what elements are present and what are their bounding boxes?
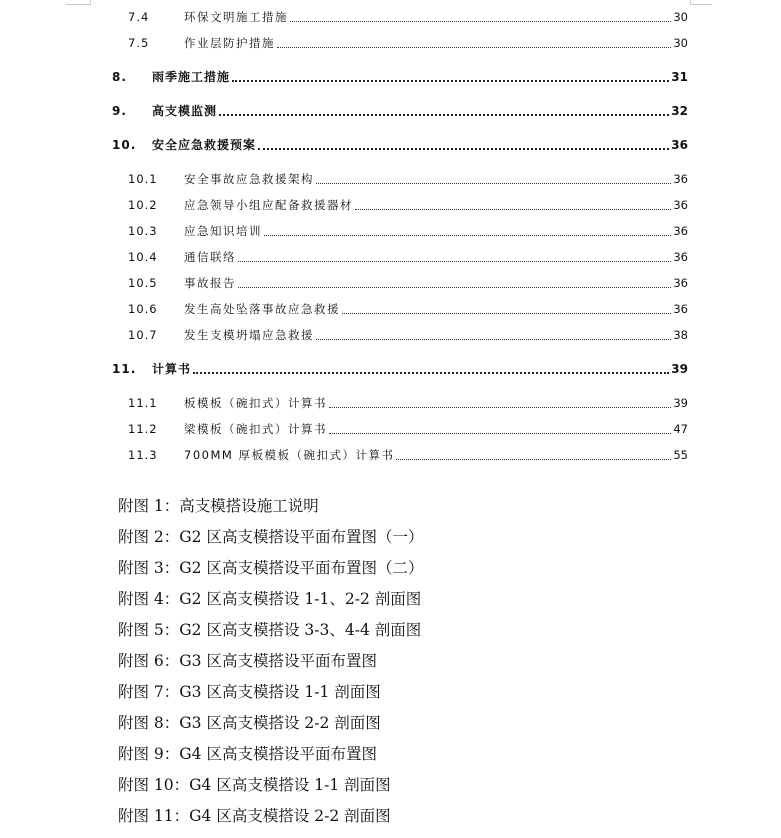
- toc-entry-page: 36: [673, 224, 688, 238]
- toc-entry-page: 47: [673, 422, 688, 436]
- toc-entry-title: 板模板（碗扣式）计算书: [184, 396, 327, 410]
- appendix-item: 附图 11：G4 区高支模搭设 2-2 剖面图: [118, 807, 391, 825]
- toc-dot-leader: [290, 21, 671, 22]
- toc-dot-leader: [355, 209, 671, 210]
- toc-entry-title: 作业层防护措施: [184, 36, 275, 50]
- toc-entry-page: 55: [673, 448, 688, 462]
- toc-dot-leader: [264, 235, 671, 236]
- toc-entry-title: 安全事故应急救援架构: [184, 172, 314, 186]
- appendix-item: 附图 9：G4 区高支模搭设平面布置图: [118, 745, 377, 763]
- toc-entry-number: 11.3: [128, 448, 158, 462]
- appendix-item: 附图 1：高支模搭设施工说明: [118, 497, 319, 515]
- toc-entry-number: 10.2: [128, 198, 158, 212]
- appendix-item: 附图 2：G2 区高支模搭设平面布置图（一）: [118, 528, 424, 546]
- crop-mark-top-right-vertical: [690, 0, 691, 5]
- toc-entry-page: 31: [671, 70, 688, 84]
- appendix-item: 附图 8：G3 区高支模搭设 2-2 剖面图: [118, 714, 381, 732]
- toc-entry[interactable]: [112, 132, 688, 152]
- toc-entry-title: 事故报告: [184, 276, 236, 290]
- toc-entry[interactable]: [128, 192, 688, 212]
- toc-entry[interactable]: [128, 390, 688, 410]
- toc-entry-title: 应急知识培训: [184, 224, 262, 238]
- toc-entry-number: 10.7: [128, 328, 158, 342]
- toc-entry-title: 雨季施工措施: [152, 70, 231, 84]
- toc-entry-title: 通信联络: [184, 250, 236, 264]
- toc-entry-number: 11.: [112, 362, 137, 376]
- toc-entry-number: 9.: [112, 104, 127, 118]
- toc-entry-number: 10.: [112, 138, 137, 152]
- toc-entry-title: 发生高处坠落事故应急救援: [184, 302, 340, 316]
- toc-entry-number: 8.: [112, 70, 127, 84]
- toc-entry-title: 梁模板（碗扣式）计算书: [184, 422, 327, 436]
- toc-entry-number: 10.6: [128, 302, 158, 316]
- toc-entry-title: 高支模监测: [152, 104, 218, 118]
- toc-entry-page: 36: [671, 138, 688, 152]
- toc-dot-leader: [277, 47, 671, 48]
- toc-entry-number: 10.5: [128, 276, 158, 290]
- toc-entry[interactable]: [128, 270, 688, 290]
- toc-entry-number: 11.2: [128, 422, 158, 436]
- toc-entry[interactable]: [128, 4, 688, 24]
- toc-entry-page: 36: [673, 172, 688, 186]
- toc-entry-title: 环保文明施工措施: [184, 10, 288, 24]
- toc-dot-leader: [329, 433, 671, 434]
- toc-entry[interactable]: [112, 356, 688, 376]
- toc-entry-page: 39: [671, 362, 688, 376]
- appendix-item: 附图 7：G3 区高支模搭设 1-1 剖面图: [118, 683, 381, 701]
- toc-entry-page: 36: [673, 198, 688, 212]
- toc-dot-leader: [232, 80, 669, 82]
- toc-entry[interactable]: [128, 416, 688, 436]
- toc-entry-title: 安全应急救援预案: [152, 138, 257, 152]
- toc-entry[interactable]: [128, 244, 688, 264]
- appendix-item: 附图 6：G3 区高支模搭设平面布置图: [118, 652, 377, 670]
- appendix-item: 附图 5：G2 区高支模搭设 3-3、4-4 剖面图: [118, 621, 422, 639]
- toc-dot-leader: [238, 261, 671, 262]
- appendix-item: 附图 4：G2 区高支模搭设 1-1、2-2 剖面图: [118, 590, 422, 608]
- toc-entry-title: 计算书: [152, 362, 192, 376]
- toc-dot-leader: [316, 183, 671, 184]
- toc-entry[interactable]: [128, 296, 688, 316]
- toc-dot-leader: [396, 459, 671, 460]
- toc-dot-leader: [342, 313, 671, 314]
- toc-entry-number: 10.4: [128, 250, 158, 264]
- crop-mark-top-left-vertical: [90, 0, 91, 5]
- toc-dot-leader: [193, 372, 669, 374]
- toc-entry-page: 36: [673, 250, 688, 264]
- toc-dot-leader: [258, 148, 669, 150]
- toc-dot-leader: [238, 287, 671, 288]
- toc-entry[interactable]: [128, 442, 688, 462]
- crop-mark-top-right: [690, 4, 712, 5]
- toc-dot-leader: [219, 114, 669, 116]
- appendix-item: 附图 3：G2 区高支模搭设平面布置图（二）: [118, 559, 424, 577]
- toc-entry[interactable]: [112, 64, 688, 84]
- toc-entry-page: 32: [671, 104, 688, 118]
- toc-entry-number: 10.3: [128, 224, 158, 238]
- toc-entry[interactable]: [128, 30, 688, 50]
- crop-mark-top-left: [66, 4, 90, 5]
- toc-dot-leader: [329, 407, 671, 408]
- toc-entry[interactable]: [128, 166, 688, 186]
- toc-entry-number: 11.1: [128, 396, 158, 410]
- toc-entry[interactable]: [112, 98, 688, 118]
- toc-entry-page: 30: [673, 10, 688, 24]
- toc-entry-number: 7.5: [128, 36, 150, 50]
- toc-entry-page: 36: [673, 276, 688, 290]
- toc-entry-title: 应急领导小组应配备救援器材: [184, 198, 353, 212]
- toc-entry-page: 39: [673, 396, 688, 410]
- toc-entry-title: 700MM 厚板模板（碗扣式）计算书: [184, 448, 395, 462]
- toc-entry-title: 发生支模坍塌应急救援: [184, 328, 314, 342]
- toc-entry-page: 38: [673, 328, 688, 342]
- appendix-item: 附图 10：G4 区高支模搭设 1-1 剖面图: [118, 776, 391, 794]
- toc-entry-page: 30: [673, 36, 688, 50]
- toc-dot-leader: [316, 339, 671, 340]
- toc-entry-page: 36: [673, 302, 688, 316]
- toc-entry-number: 10.1: [128, 172, 158, 186]
- toc-entry-number: 7.4: [128, 10, 150, 24]
- toc-entry[interactable]: [128, 322, 688, 342]
- toc-entry[interactable]: [128, 218, 688, 238]
